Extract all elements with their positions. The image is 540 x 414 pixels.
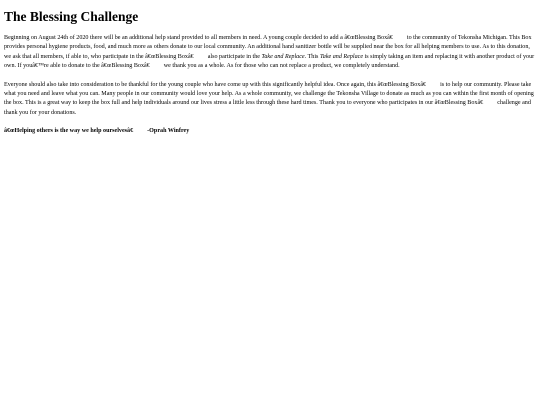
intro-text-e: is simply taking an item and replacing it with another product of your own. If youâ€™re able to donate to the â€œBlessing Boxâ€ xyxy=(4,53,535,70)
intro-text-a: Beginning on August 24th of 2020 there will be an additional help stand provided to all members in need. A young couple decided to add a â€œBlessing Boxâ€ xyxy=(4,35,393,41)
take-and-replace-emphasis-2: Take and Replace xyxy=(319,53,364,60)
thanks-text-c: challenge and thank you for your donations. xyxy=(4,100,531,116)
intro-text-b: to the community of Tekonsha Michigan. This Box provides personal hygiene products, food, and much more as others donate to our local community. An additional hand sanitizer bottle will be supplied near the box for all helping members to use. As to this donation, we ask that all members, if able to, who participate in the â€œBlessing Boxâ€ xyxy=(4,35,532,60)
quote-text: â€œHelping others is the way we help ourselvesâ€ xyxy=(4,128,134,135)
thanks-text-b: is to help our community. Please take what you need and leave what you can. Many people in our community would love your help. As a whole community, we challenge the Tekonsha Village to donate as much as you can within the first month of opening the box. This is a great way to keep the box full and help individuals around our lives stress a little less through these hard times. Thank you to everyone who participates in our â€œBlessing Boxâ€ xyxy=(4,81,534,107)
thanks-text-a: Everyone should also take into consideration to be thankful for the young couple who have come up with this significantly helpful idea. Once again, this â€œBlessing Boxâ€ xyxy=(4,81,427,88)
intro-text-d: . This xyxy=(304,53,320,60)
take-and-replace-emphasis: Take and Replace xyxy=(261,53,305,60)
intro-text-c: also participate in the xyxy=(207,53,262,60)
paragraph-thanks xyxy=(4,81,536,119)
page-title: The Blessing Challenge xyxy=(4,9,139,24)
paragraph-intro xyxy=(4,34,536,72)
intro-text-f: we thank you as a whole. As for those who can not replace a product, we completely understand. xyxy=(163,63,400,70)
quote xyxy=(4,127,536,136)
quote-author: -Oprah Winfrey xyxy=(147,128,190,135)
document-page xyxy=(0,9,540,137)
